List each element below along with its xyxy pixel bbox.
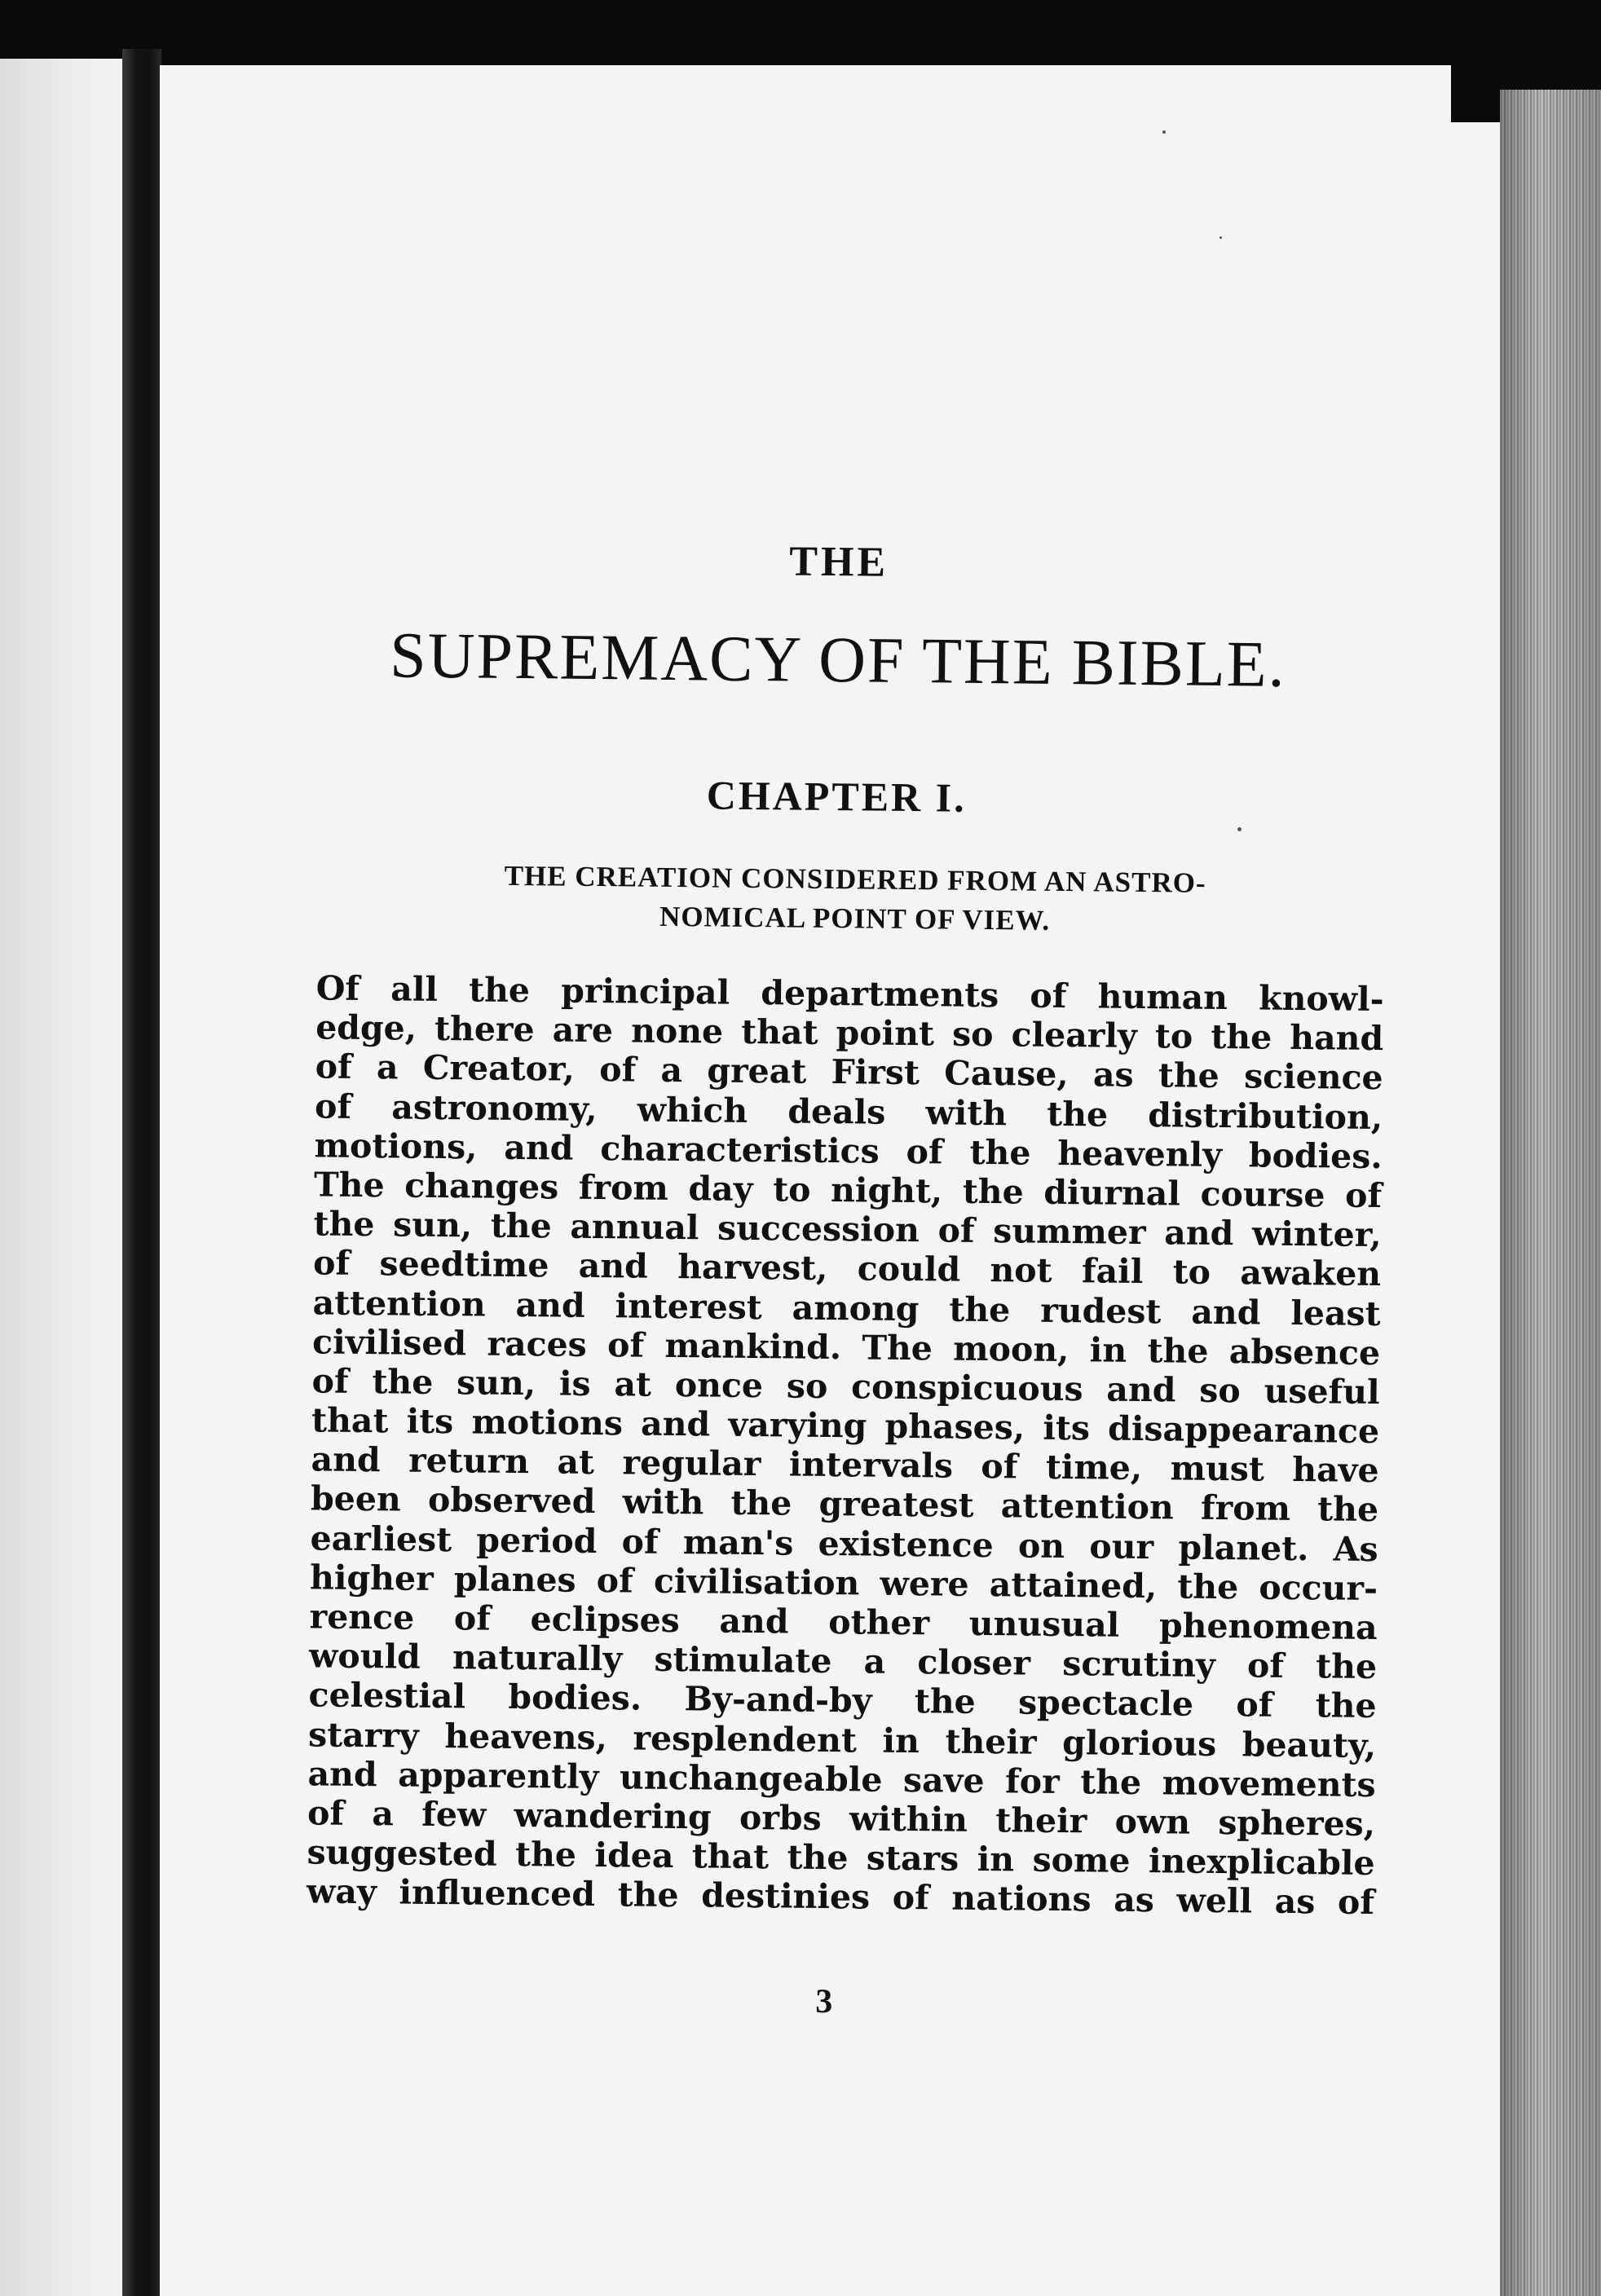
body-line: the sun, the annual succession of summer and winter, bbox=[313, 1204, 1382, 1255]
body-line: that its motions and varying phases, its disappearance bbox=[311, 1400, 1380, 1452]
body-line: and return at regular intervals of time, must have bbox=[311, 1439, 1379, 1491]
body-line: motions, and characteristics of the heavenly bodies. bbox=[314, 1126, 1383, 1176]
paper-speck bbox=[1237, 827, 1242, 831]
body-line: suggested the idea that the stars in some inexplicable bbox=[307, 1832, 1375, 1884]
body-line: been observed with the greatest attention from the bbox=[310, 1479, 1379, 1530]
chapter-title bbox=[349, 855, 1361, 944]
body-text bbox=[307, 968, 1384, 1922]
title-the: THE bbox=[789, 538, 889, 586]
body-line: of seedtime and harvest, could not fail to awaken bbox=[312, 1243, 1382, 1294]
body-line: of a Creator, of a great First Cause, as the science bbox=[315, 1047, 1383, 1098]
body-line: higher planes of civilisation were attained, the occur- bbox=[309, 1558, 1378, 1608]
left-page-edge bbox=[0, 59, 122, 2296]
page-number: 3 bbox=[814, 1982, 833, 2021]
paper-speck bbox=[1162, 130, 1166, 134]
body-line: and apparently unchangeable save for the movements bbox=[307, 1754, 1376, 1805]
body-line: The changes from day to night, the diurnal course of bbox=[313, 1165, 1383, 1216]
book-page bbox=[160, 65, 1506, 2296]
body-line: celestial bodies. By-and-by the spectacle of the bbox=[308, 1675, 1377, 1726]
body-line: starry heavens, resplendent in their glorious beauty, bbox=[307, 1714, 1377, 1765]
page-stack-shade bbox=[1500, 90, 1601, 2296]
page-text-block bbox=[148, 58, 1518, 2296]
body-line: of the sun, is at once so conspicuous and so useful bbox=[311, 1361, 1380, 1412]
chapter-title-text: THE CREATION CONSIDERED FROM AN ASTRO- NOMICAL POINT OF VIEW. bbox=[504, 859, 1206, 936]
paper-speck bbox=[1219, 236, 1222, 239]
body-line: of a few wandering orbs within their own spheres, bbox=[307, 1793, 1376, 1844]
body-line: of astronomy, which deals with the distribution, bbox=[314, 1086, 1383, 1137]
body-line: Of all the principal departments of human knowl- bbox=[315, 968, 1384, 1020]
body-line: edge, there are none that point so clearly to the hand bbox=[315, 1007, 1384, 1059]
body-line: rence of eclipses and other unusual phenomena bbox=[309, 1597, 1378, 1648]
chapter-heading: CHAPTER I. bbox=[706, 772, 967, 821]
body-line: civilised races of mankind. The moon, in the absence bbox=[311, 1322, 1381, 1373]
book-title: SUPREMACY OF THE BIBLE. bbox=[389, 619, 1287, 701]
body-line: way influenced the destinies of nations as well as of bbox=[306, 1871, 1375, 1923]
body-line: would naturally stimulate a closer scrutiny of the bbox=[308, 1636, 1378, 1687]
body-line: attention and interest among the rudest and least bbox=[312, 1282, 1381, 1333]
body-line: earliest period of man's existence on our planet. As bbox=[310, 1518, 1378, 1569]
